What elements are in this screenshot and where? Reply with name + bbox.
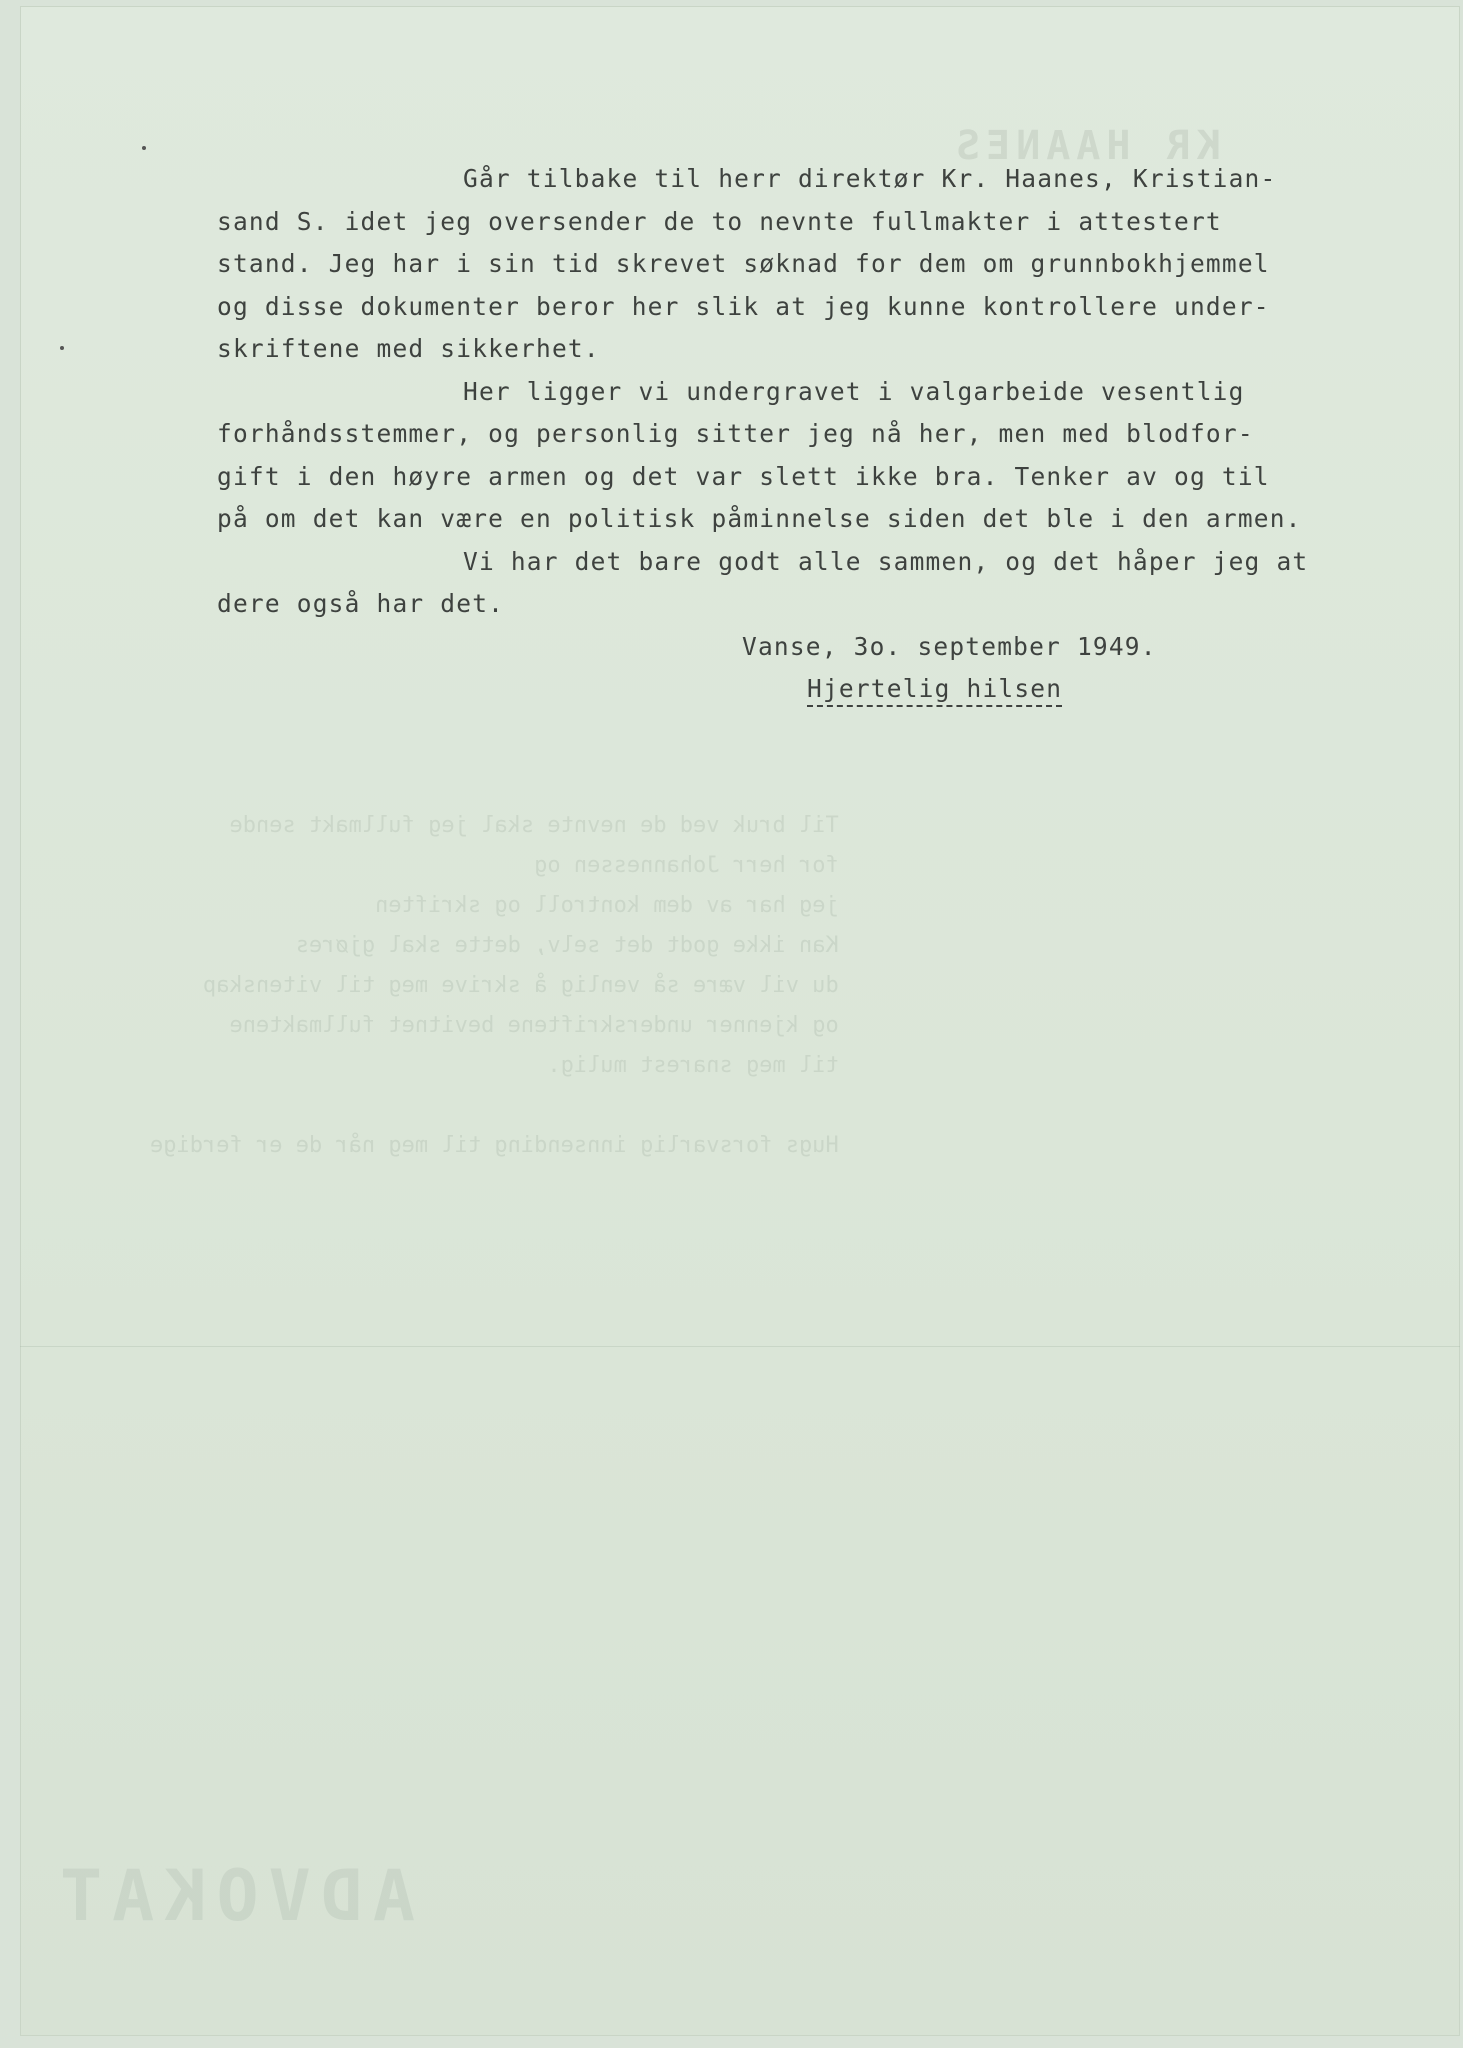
- paragraph1-line: skriftene med sikkerhet.: [217, 334, 600, 363]
- paragraph2-line: forhåndsstemmer, og personlig sitter jeg nå her, men med blodfor-: [217, 419, 1254, 448]
- paragraph1-line: og disse dokumenter beror her slik at jeg kunne kontrollere under-: [217, 291, 1270, 321]
- paragraph2-line: gift i den høyre armen og det var slett ikke bra. Tenker av og til: [217, 461, 1270, 491]
- paragraph3-line: Vi har det bare godt alle sammen, og det håper jeg at: [463, 546, 1309, 576]
- bleed-through-letterhead: KR HAANES: [950, 123, 1221, 169]
- letter-body: [217, 158, 1447, 711]
- bleed-through-text: Til bruk ved de nevnte skal jeg fullmakt sende for herr Johannessen og jeg har av dem kontroll og skriften Kan ikke godt det selv, dette skal gjøres du vil være så venlig å skrive meg til vitenskap og kjenner underskriftene bevitnet fullmaktene til meg snarest mulig. Hugs forsvarlig innsending til meg når de er ferdige: [150, 813, 839, 1158]
- paragraph2-line: Her ligger vi undergravet i valgarbeide vesentlig: [463, 376, 1245, 406]
- paragraph3-line: dere også har det.: [217, 589, 505, 618]
- paper-fold-line: [20, 1346, 1460, 1347]
- closing-text: Hjertelig hilsen: [807, 674, 1062, 707]
- paragraph1-line: stand. Jeg har i sin tid skrevet søknad for dem om grunnbokhjemmel: [217, 249, 1270, 278]
- paragraph1-line: sand S. idet jeg oversender de to nevnte fullmakter i attestert: [217, 206, 1222, 236]
- paragraph2-line: på om det kan være en politisk påminnelse siden det ble i den armen.: [217, 504, 1302, 533]
- paper-speck: [142, 146, 146, 150]
- date-line: Vanse, 3o. september 1949.: [742, 631, 1157, 661]
- letter-page: [20, 6, 1460, 2036]
- closing-line: [217, 668, 1447, 711]
- bleed-through-stamp: ADVOKAT: [50, 1855, 416, 1937]
- paragraph1-line: Går tilbake til herr direktør Kr. Haanes, Kristian-: [463, 164, 1277, 193]
- paper-speck: [60, 346, 64, 350]
